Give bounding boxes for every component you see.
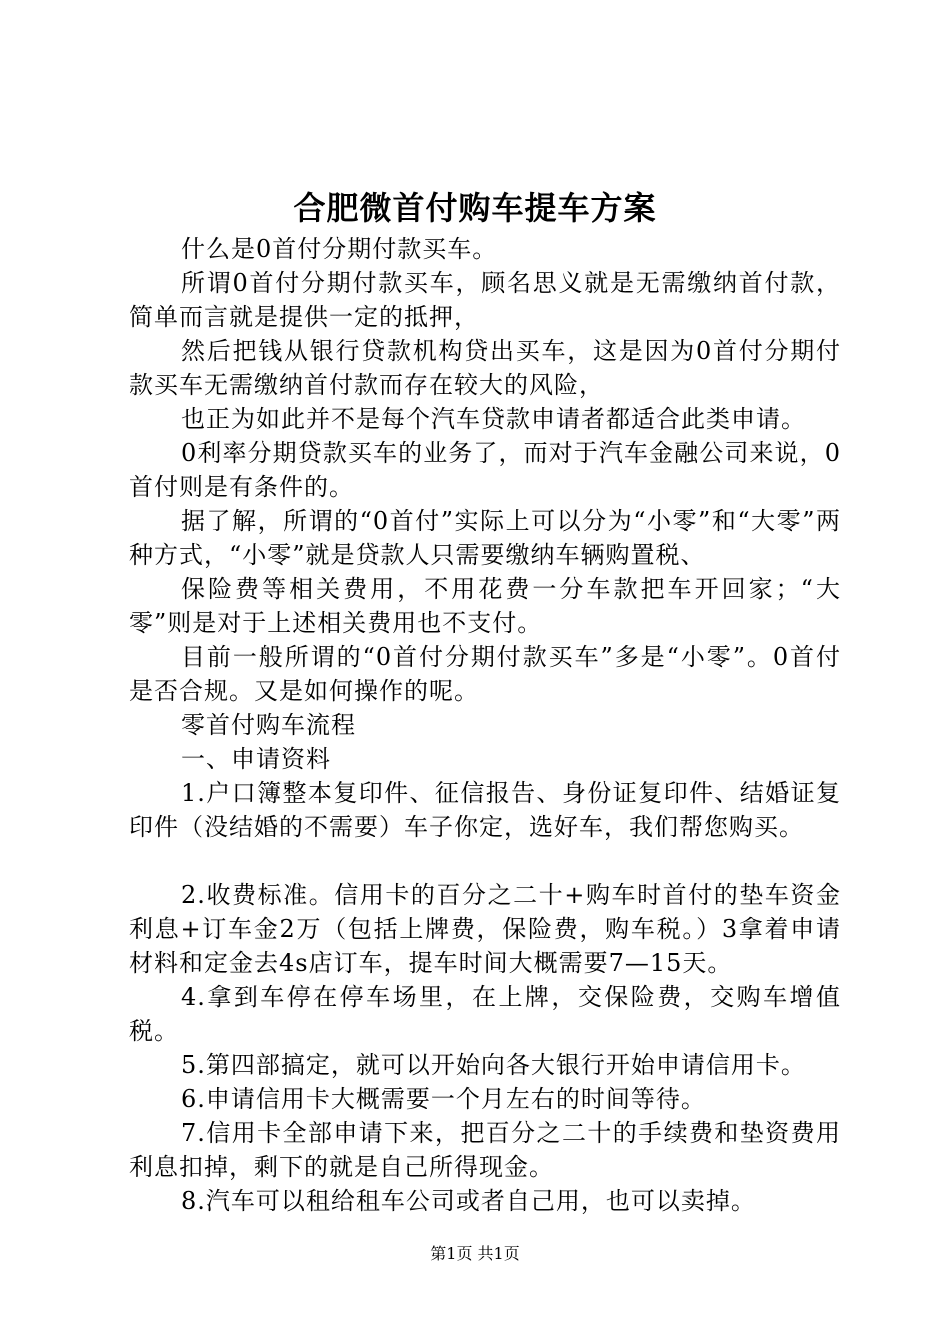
paragraph: 0利率分期贷款买车的业务了，而对于汽车金融公司来说，0首付则是有条件的。 <box>129 439 841 501</box>
paragraph: 所谓0首付分期付款买车，顾名思义就是无需缴纳首付款，简单而言就是提供一定的抵押， <box>129 269 841 331</box>
list-item: 8.汽车可以租给租车公司或者自己用，也可以卖掉。 <box>181 1187 756 1215</box>
paragraph: 然后把钱从银行贷款机构贷出买车，这是因为0首付分期付款买车无需缴纳首付款而存在较大的风险， <box>129 337 841 399</box>
paragraph: 据了解，所谓的“0首付”实际上可以分为“小零”和“大零”两种方式，“小零”就是贷款人只需要缴纳车辆购置税、 <box>129 507 841 569</box>
document-title: 合肥微首付购车提车方案 <box>293 189 657 227</box>
paragraph: 保险费等相关费用，不用花费一分车款把车开回家；“大零”则是对于上述相关费用也不支付。 <box>129 575 841 637</box>
page-footer: 第1页 共1页 <box>430 1244 520 1263</box>
paragraph: 也正为如此并不是每个汽车贷款申请者都适合此类申请。 <box>181 405 806 433</box>
list-item: 5.第四部搞定，就可以开始向各大银行开始申请信用卡。 <box>181 1051 806 1079</box>
list-item: 4.拿到车停在停车场里，在上牌，交保险费，交购车增值税。 <box>129 983 841 1045</box>
paragraph: 什么是0首付分期付款买车。 <box>181 235 498 263</box>
list-item: 2.收费标准。信用卡的百分之二十+购车时首付的垫车资金利息+订车金2万（包括上牌费，保险费，购车税。）3拿着申请材料和定金去4s店订车，提车时间大概需要7—15天。 <box>129 881 841 977</box>
list-item: 1.户口簿整本复印件、征信报告、身份证复印件、结婚证复印件（没结婚的不需要）车子你定，选好车，我们帮您购买。 <box>129 779 841 841</box>
section-subheading: 一、申请资料 <box>181 745 331 773</box>
paragraph-gap <box>129 844 841 878</box>
document-body <box>129 232 841 1218</box>
paragraph: 目前一般所谓的“0首付分期付款买车”多是“小零”。0首付是否合规。又是如何操作的呢。 <box>129 643 841 705</box>
list-item: 6.申请信用卡大概需要一个月左右的时间等待。 <box>181 1085 706 1113</box>
section-heading: 零首付购车流程 <box>181 711 356 739</box>
list-item: 7.信用卡全部申请下来，把百分之二十的手续费和垫资费用利息扣掉，剩下的就是自己所得现金。 <box>129 1119 841 1181</box>
